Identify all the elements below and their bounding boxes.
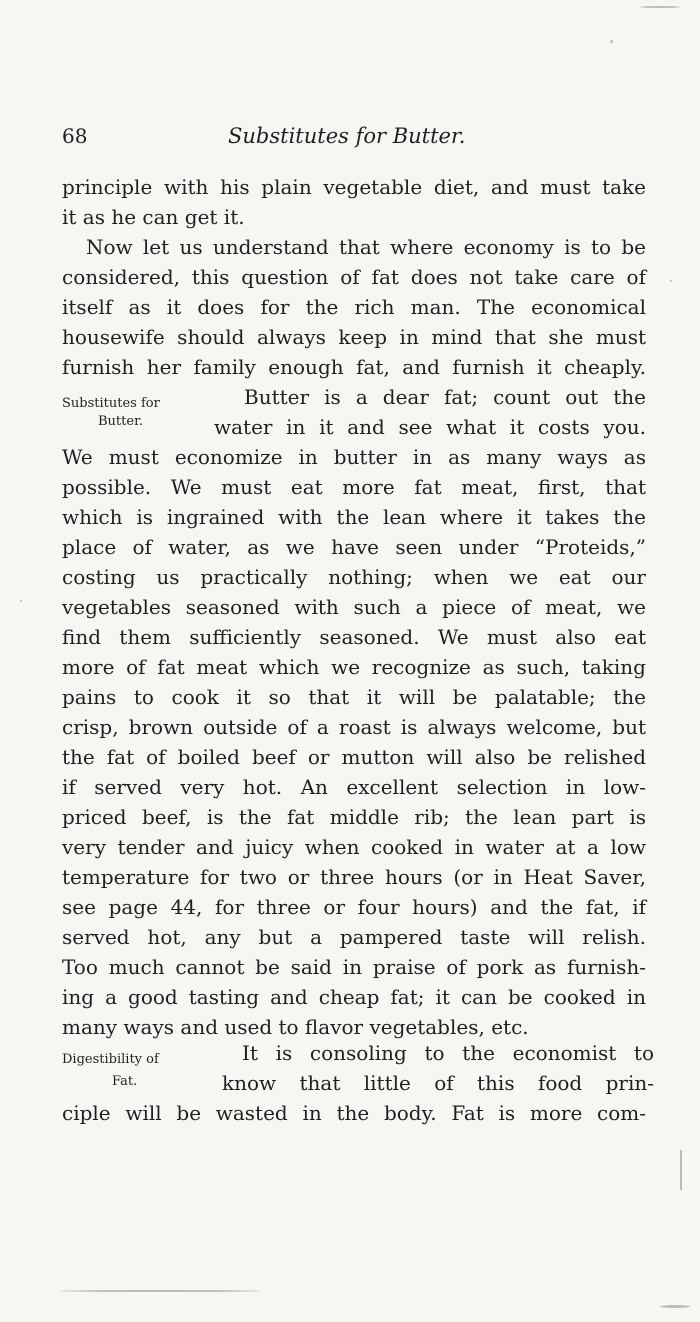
text-line: water in it and see what it costs you. [214, 415, 646, 439]
text-line: see page 44, for three or four hours) and the fat, if [62, 895, 646, 919]
paper-speck [680, 1150, 682, 1190]
text-line: it as he can get it. [62, 205, 245, 229]
text-line: ciple will be wasted in the body. Fat is more com- [62, 1101, 646, 1125]
text-line: many ways and used to flavor vegetables, etc. [62, 1015, 529, 1039]
paper-speck [640, 6, 680, 8]
paper-speck [20, 600, 22, 602]
text-line: considered, this question of fat does not take care of [62, 265, 646, 289]
text-line: We must economize in butter in as many ways as [62, 445, 646, 469]
page-header [62, 124, 642, 156]
margin-note: Fat. [112, 1074, 138, 1089]
paper-speck [660, 1305, 690, 1308]
text-line: It is consoling to the economist to [242, 1041, 654, 1065]
text-line: served hot, any but a pampered taste will relish. [62, 925, 646, 949]
text-line: itself as it does for the rich man. The economical [62, 295, 646, 319]
text-line: pains to cook it so that it will be palatable; the [62, 685, 646, 709]
text-line: crisp, brown outside of a roast is always welcome, but [62, 715, 646, 739]
text-line: temperature for two or three hours (or in Heat Saver, [62, 865, 646, 889]
text-line: Now let us understand that where economy is to be [86, 235, 646, 259]
paper-speck [670, 280, 672, 282]
text-line: the fat of boiled beef or mutton will also be relished [62, 745, 646, 769]
text-line: know that little of this food prin- [222, 1071, 654, 1095]
text-line: priced beef, is the fat middle rib; the lean part is [62, 805, 646, 829]
text-line: housewife should always keep in mind that she must [62, 325, 646, 349]
margin-note: Butter. [98, 414, 143, 429]
text-line: find them sufficiently seasoned. We must also eat [62, 625, 646, 649]
text-line: principle with his plain vegetable diet, and must take [62, 175, 646, 199]
margin-note: Digestibility of [62, 1052, 159, 1067]
text-line: place of water, as we have seen under “Proteids,” [62, 535, 646, 559]
text-line: more of fat meat which we recognize as such, taking [62, 655, 646, 679]
paper-speck [60, 1290, 260, 1292]
running-title: Substitutes for Butter. [228, 124, 466, 148]
text-line: Too much cannot be said in praise of pork as furnish- [62, 955, 646, 979]
text-line: costing us practically nothing; when we eat our [62, 565, 646, 589]
paper-speck [610, 40, 613, 43]
text-line: very tender and juicy when cooked in water at a low [62, 835, 646, 859]
text-line: if served very hot. An excellent selection in low- [62, 775, 646, 799]
page-number: 68 [62, 124, 88, 148]
text-line: possible. We must eat more fat meat, first, that [62, 475, 646, 499]
text-line: vegetables seasoned with such a piece of meat, we [62, 595, 646, 619]
text-line: ing a good tasting and cheap fat; it can be cooked in [62, 985, 646, 1009]
margin-note: Substitutes for [62, 396, 160, 411]
text-line: furnish her family enough fat, and furnish it cheaply. [62, 355, 646, 379]
text-line: which is ingrained with the lean where it takes the [62, 505, 646, 529]
text-line: Butter is a dear fat; count out the [244, 385, 646, 409]
